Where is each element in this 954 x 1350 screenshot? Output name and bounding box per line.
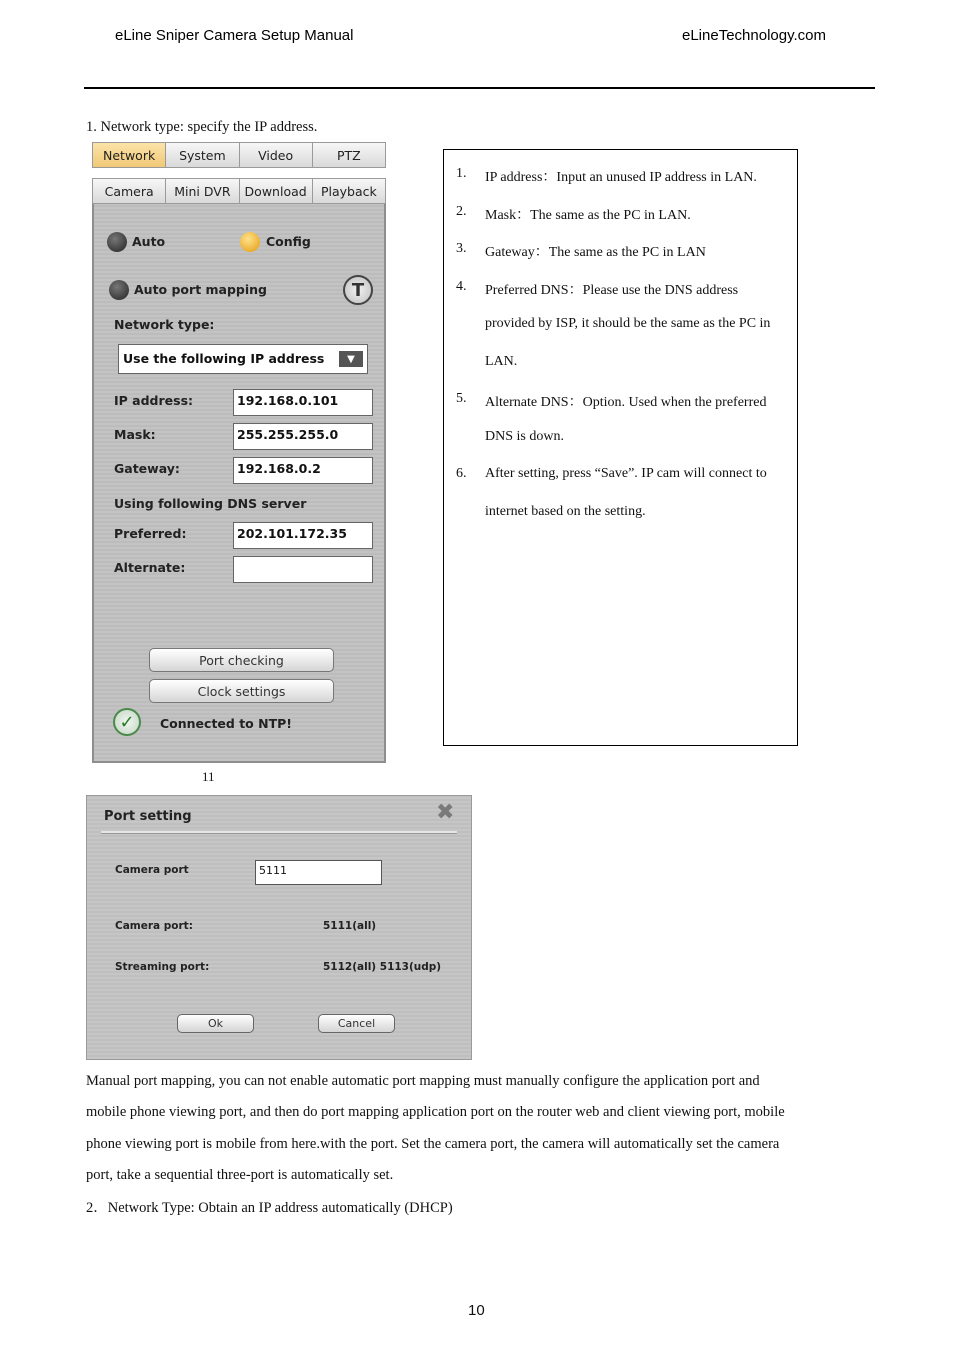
camera-port-field[interactable]: 5111	[255, 860, 382, 885]
note-text: Gateway：The same as the PC in LAN	[485, 245, 706, 260]
tab-network[interactable]: Network	[93, 143, 166, 167]
camera-port-label: Camera port:	[115, 920, 193, 932]
ntp-check-icon: ✓	[113, 708, 141, 736]
network-type-select[interactable]	[118, 344, 368, 374]
ok-button[interactable]: Ok	[177, 1014, 254, 1033]
gateway-label: Gateway:	[114, 461, 180, 476]
alternate-dns-field[interactable]	[233, 556, 373, 583]
gateway-field[interactable]: 192.168.0.2	[233, 457, 373, 484]
paragraph-line-3: phone viewing port is mobile from here.with the port. Set the camera port, the camera will automatically set the camera	[86, 1136, 780, 1152]
dialog-title-rule	[101, 831, 457, 834]
ip-address-field[interactable]: 192.168.0.101	[233, 389, 373, 416]
streaming-port-label: Streaming port:	[115, 961, 210, 973]
note-text: Preferred DNS：Please use the DNS address	[485, 282, 739, 298]
note-text: LAN.	[485, 353, 518, 369]
info-icon[interactable]: T	[343, 275, 373, 305]
tab-mini-dvr[interactable]: Mini DVR	[166, 179, 239, 203]
note-text: Mask：The same as the PC in LAN.	[485, 207, 691, 223]
chevron-down-icon[interactable]: ▼	[339, 351, 363, 367]
auto-radio[interactable]	[107, 232, 127, 252]
config-radio[interactable]	[240, 232, 260, 252]
ntp-status: Connected to NTP!	[160, 716, 292, 731]
close-icon[interactable]: ✖	[436, 800, 455, 825]
tab-system[interactable]: System	[166, 143, 239, 167]
note-text: After setting, press “Save”. IP cam will connect to	[485, 466, 767, 481]
header-rule	[84, 87, 875, 89]
auto-port-mapping-label: Auto port mapping	[134, 282, 268, 297]
header-website: eLineTechnology.com	[682, 27, 826, 44]
tab-row-1	[92, 142, 386, 168]
network-type-label: Network type:	[114, 317, 215, 332]
mask-label: Mask:	[114, 427, 156, 442]
tab-playback[interactable]: Playback	[313, 179, 385, 203]
cancel-button[interactable]: Cancel	[318, 1014, 395, 1033]
dns-heading: Using following DNS server	[114, 496, 307, 511]
port-setting-dialog	[86, 795, 472, 1060]
config-radio-label: Config	[266, 234, 311, 249]
paragraph-line-2: mobile phone viewing port, and then do port mapping application port on the router web and client viewing port, mobile	[86, 1104, 785, 1120]
dialog-title: Port setting	[104, 809, 192, 824]
paragraph-line-1: Manual port mapping, you can not enable automatic port mapping must manually configure the application port and	[86, 1073, 760, 1089]
note-text: internet based on the setting.	[485, 503, 646, 519]
section1-heading: 1. Network type: specify the IP address.	[86, 119, 318, 135]
panel-body	[92, 204, 386, 763]
alternate-dns-label: Alternate:	[114, 560, 186, 575]
page-number: 10	[468, 1302, 485, 1319]
mask-field[interactable]: 255.255.255.0	[233, 423, 373, 450]
header-title: eLine Sniper Camera Setup Manual	[115, 27, 354, 44]
section2-heading: 2．Network Type: Obtain an IP address automatically (DHCP)	[86, 1200, 453, 1216]
auto-radio-label: Auto	[132, 234, 166, 249]
port-checking-button[interactable]: Port checking	[149, 648, 334, 672]
paragraph-line-4: port, take a sequential three-port is automatically set.	[86, 1167, 394, 1183]
clock-settings-button[interactable]: Clock settings	[149, 679, 334, 703]
camera-port-input-label: Camera port	[115, 864, 189, 876]
preferred-dns-label: Preferred:	[114, 526, 187, 541]
note-number: 2.	[456, 203, 467, 219]
ip-address-label: IP address:	[114, 393, 194, 408]
tab-download[interactable]: Download	[240, 179, 313, 203]
network-settings-panel	[92, 142, 386, 763]
note-number: 4.	[456, 278, 467, 294]
note-text: Alternate DNS：Option. Used when the preferred	[485, 395, 767, 410]
auto-port-mapping-radio[interactable]	[109, 280, 129, 300]
figure-number: 11	[202, 769, 215, 784]
note-text: provided by ISP, it should be the same as the PC in	[485, 316, 771, 331]
tab-ptz[interactable]: PTZ	[313, 143, 385, 167]
network-type-value: Use the following IP address	[123, 351, 325, 366]
camera-port-value: 5111(all)	[323, 920, 377, 932]
tab-video[interactable]: Video	[240, 143, 313, 167]
notes-box	[443, 149, 798, 746]
note-number: 3.	[456, 241, 467, 256]
note-text: DNS is down.	[485, 428, 564, 444]
tab-row-2	[92, 178, 386, 204]
note-number: 6.	[456, 466, 467, 481]
tab-camera[interactable]: Camera	[93, 179, 166, 203]
note-text: IP address：Input an unused IP address in LAN.	[485, 170, 757, 185]
note-number: 5.	[456, 391, 467, 406]
note-number: 1.	[456, 166, 467, 181]
preferred-dns-field[interactable]: 202.101.172.35	[233, 522, 373, 549]
streaming-port-value: 5112(all) 5113(udp)	[323, 961, 442, 973]
